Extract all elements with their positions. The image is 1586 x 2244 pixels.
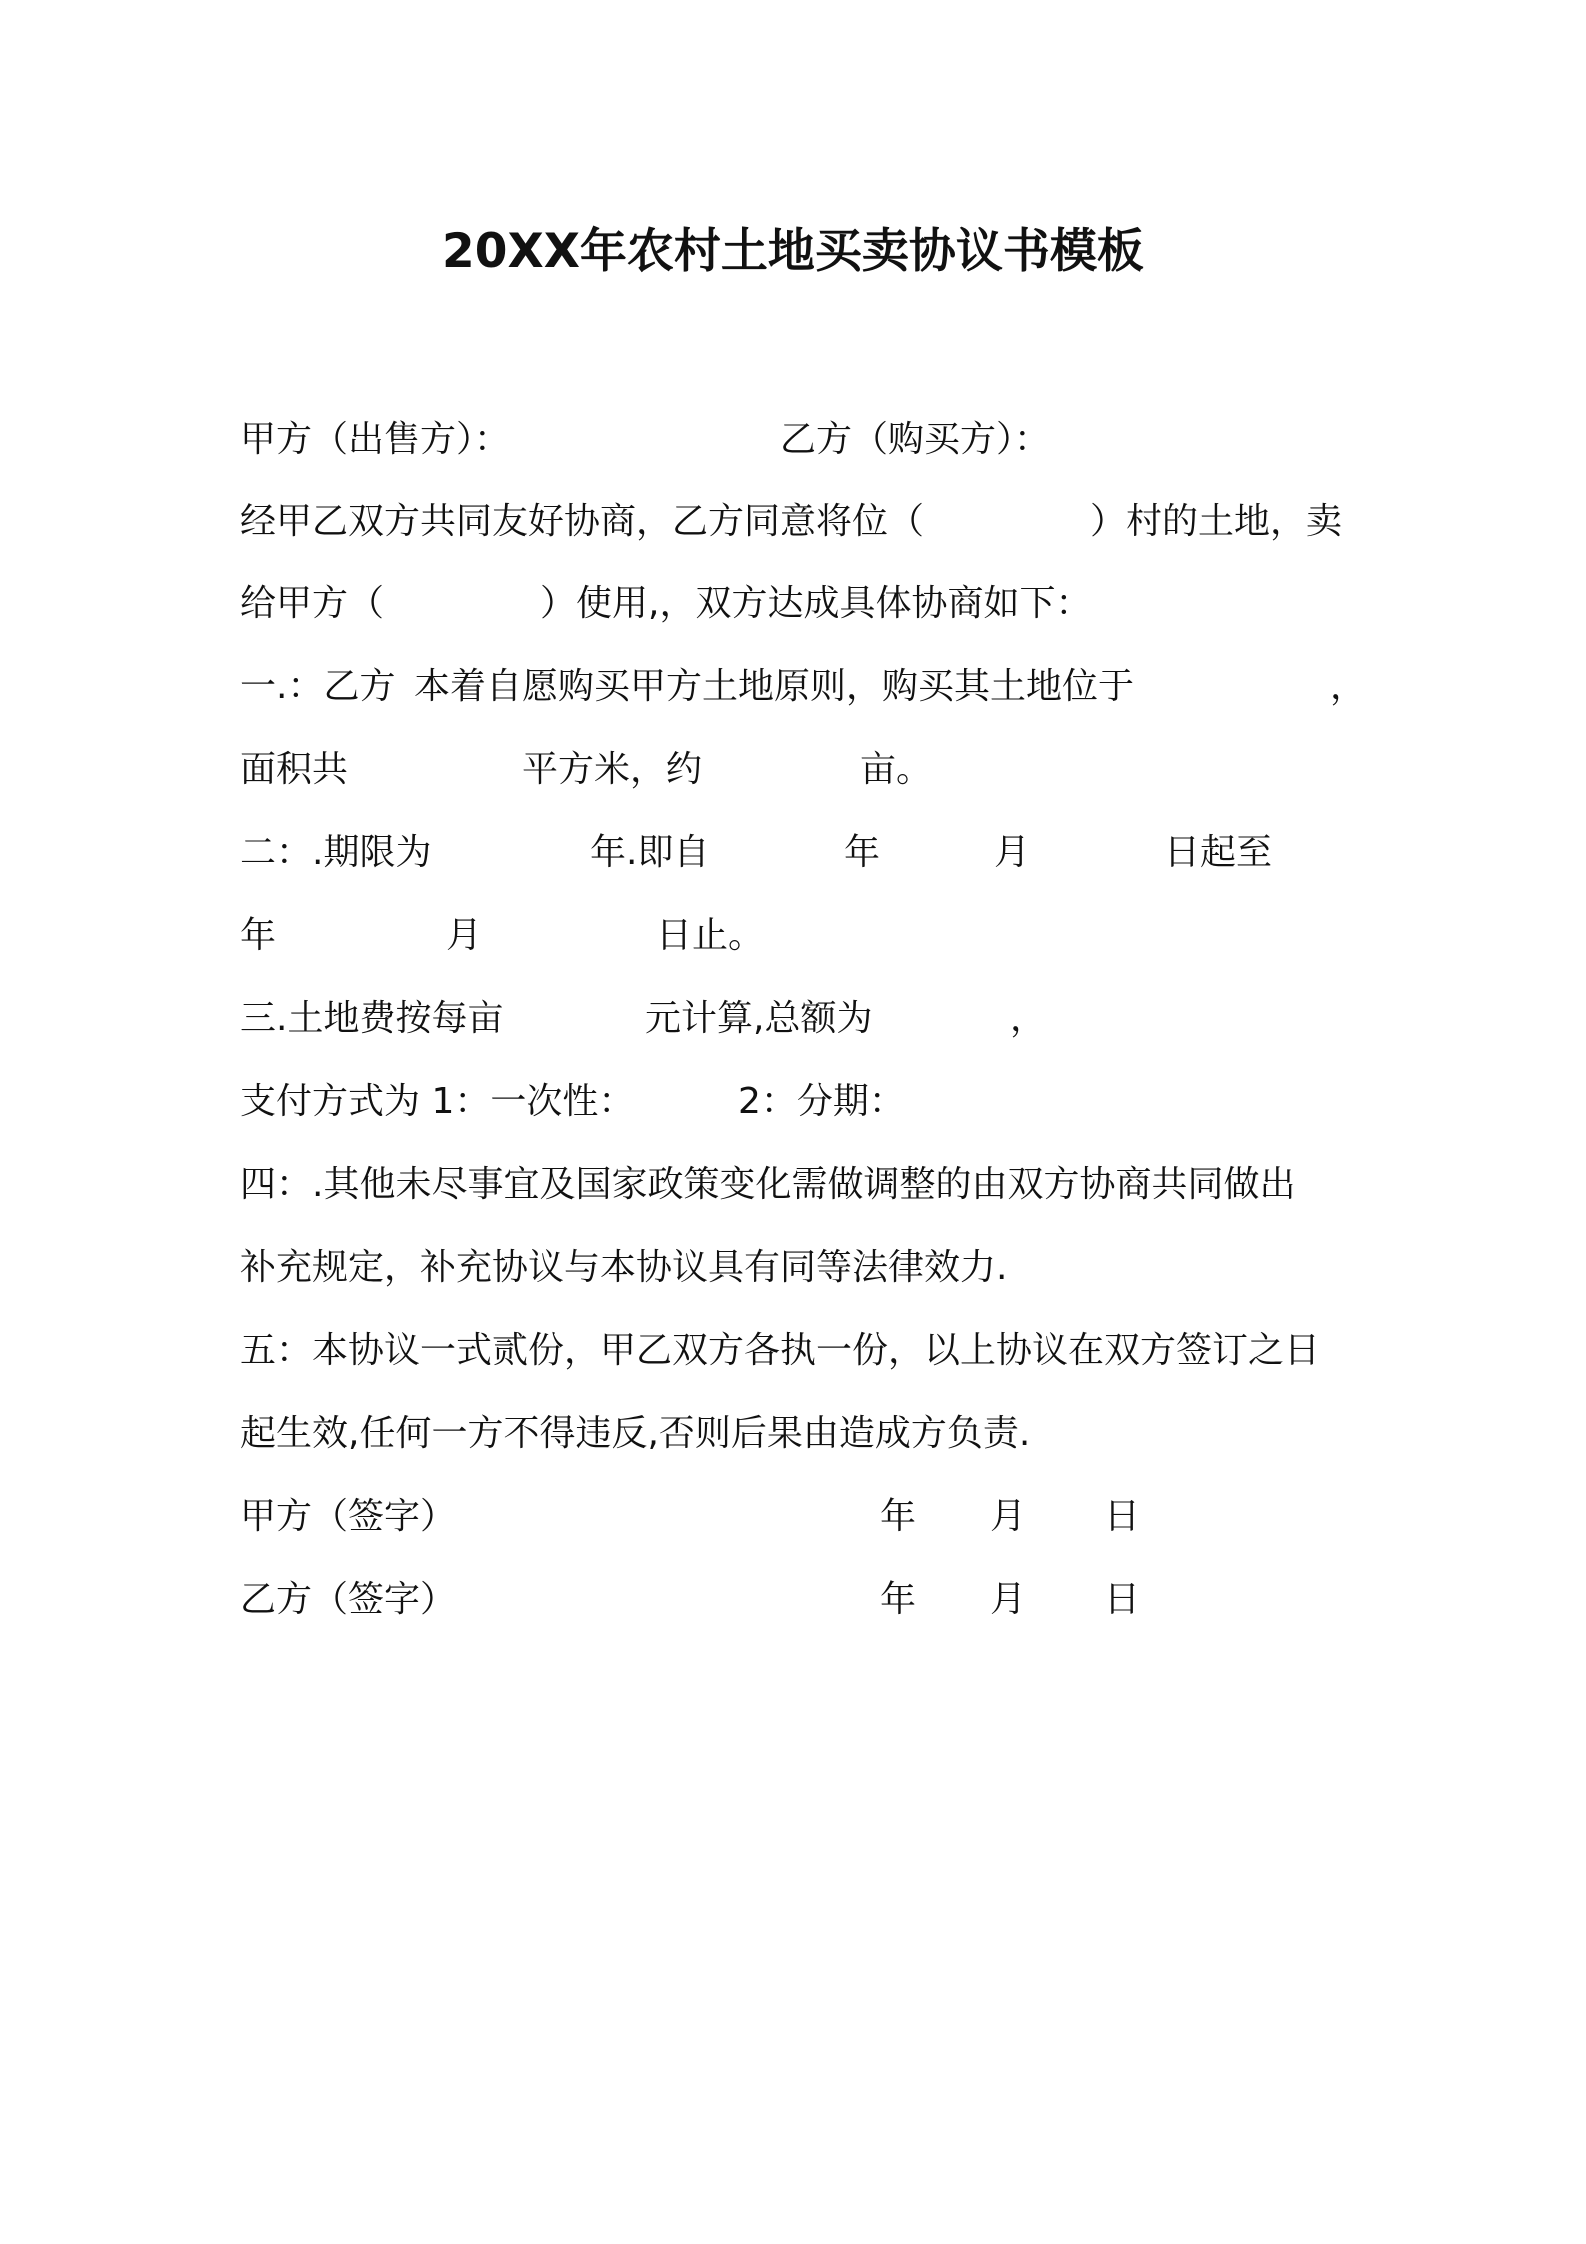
clause1-text-2: 本着自愿购买甲方土地原则，购买其土地位于 bbox=[414, 666, 1135, 707]
party-a-sign-month: 月 bbox=[990, 1496, 1027, 1537]
document-title: 20XX年农村土地买卖协议书模板 bbox=[442, 224, 1144, 279]
party-b-sign-day: 日 bbox=[1104, 1579, 1141, 1620]
intro-text-1: 经甲乙双方共同友好协商，乙方同意将位（ bbox=[240, 501, 925, 542]
parties-line bbox=[0, 410, 1586, 470]
clause1-text-1: 一.：乙方 bbox=[240, 666, 396, 707]
clause2-month: 月 bbox=[994, 832, 1031, 873]
clause2-text-1: 二：.期限为 bbox=[240, 832, 432, 873]
end-day: 日止。 bbox=[656, 915, 765, 956]
clause2-day-from: 日起至 bbox=[1164, 832, 1273, 873]
end-month: 月 bbox=[446, 915, 483, 956]
clause4-text-1: 四：.其他未尽事宜及国家政策变化需做调整的由双方协商共同做出 bbox=[240, 1164, 1296, 1205]
clause1-line bbox=[0, 657, 1586, 717]
clause3-comma: ， bbox=[1010, 998, 1047, 1039]
clause4-line-2 bbox=[0, 1238, 1586, 1298]
area-label: 面积共 bbox=[240, 749, 349, 790]
clause2-year: 年 bbox=[844, 832, 881, 873]
clause4-text-2: 补充规定，补充协议与本协议具有同等法律效力. bbox=[240, 1247, 1008, 1288]
party-a-seller-label: 甲方（出售方）： bbox=[240, 419, 511, 460]
party-a-sign-day: 日 bbox=[1104, 1496, 1141, 1537]
area-mu-text: 亩。 bbox=[860, 749, 933, 790]
clause2-year-from: 年.即自 bbox=[590, 832, 710, 873]
clause2-line bbox=[0, 823, 1586, 883]
signature-line-b bbox=[0, 1570, 1586, 1630]
intro-line-2 bbox=[0, 574, 1586, 634]
party-a-sign-year: 年 bbox=[880, 1496, 917, 1537]
clause5-text-2: 起生效,任何一方不得违反,否则后果由造成方负责. bbox=[240, 1413, 1031, 1454]
party-b-signature-label: 乙方（签字） bbox=[240, 1579, 457, 1620]
intro2-text-1: 给甲方（ bbox=[240, 583, 385, 624]
end-date-line bbox=[0, 906, 1586, 966]
party-b-sign-month: 月 bbox=[990, 1579, 1027, 1620]
clause4-line-1 bbox=[0, 1155, 1586, 1215]
payment-installment-label: 2：分期： bbox=[738, 1081, 905, 1122]
party-b-buyer-label: 乙方（购买方）： bbox=[780, 419, 1051, 460]
intro-text-2: ）村的土地，卖 bbox=[1090, 501, 1343, 542]
payment-line bbox=[0, 1072, 1586, 1132]
end-year: 年 bbox=[240, 915, 277, 956]
clause3-line bbox=[0, 989, 1586, 1049]
clause3-text-1: 三.土地费按每亩 bbox=[240, 998, 504, 1039]
party-b-sign-year: 年 bbox=[880, 1579, 917, 1620]
clause5-text-1: 五：本协议一式贰份，甲乙双方各执一份，以上协议在双方签订之日 bbox=[240, 1330, 1321, 1371]
signature-line-a bbox=[0, 1487, 1586, 1547]
intro2-text-2: ）使用,，双方达成具体协商如下： bbox=[540, 583, 1092, 624]
payment-lump-sum-label: 支付方式为 1：一次性： bbox=[240, 1081, 635, 1122]
intro-line-1 bbox=[0, 492, 1586, 552]
clause5-line-1 bbox=[0, 1321, 1586, 1381]
party-a-signature-label: 甲方（签字） bbox=[240, 1496, 457, 1537]
area-sqm-text: 平方米，约 bbox=[522, 749, 703, 790]
clause3-text-2: 元计算,总额为 bbox=[645, 998, 873, 1039]
clause5-line-2 bbox=[0, 1404, 1586, 1464]
area-line bbox=[0, 740, 1586, 800]
clause1-comma: ， bbox=[1330, 666, 1367, 707]
